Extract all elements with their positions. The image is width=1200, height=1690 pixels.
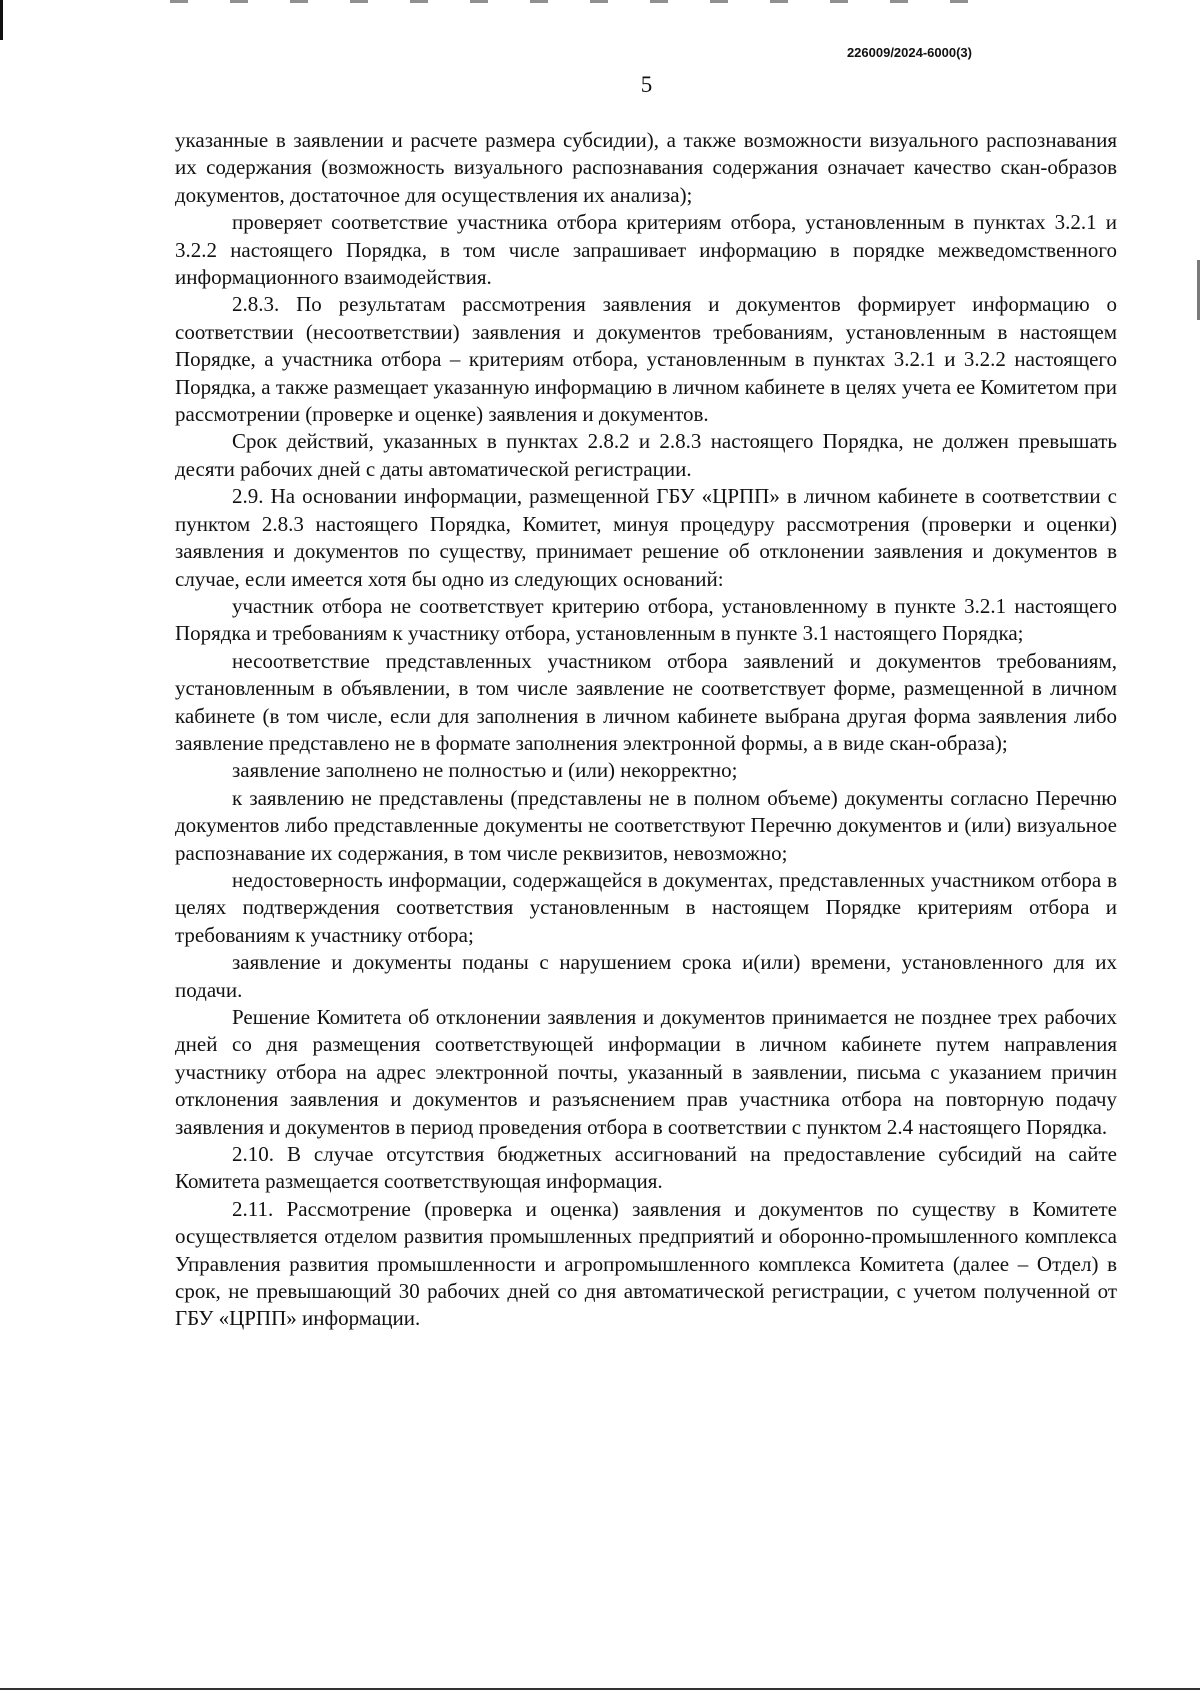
paragraph-list-item: несоответствие представленных участником отбора заявлений и документов требованиям, установленным в объявлении, в том числе заявление не соответствует форме, размещенной в личном кабинете (в том числе, если для заполнения в личном кабинете выбрана другая форма заявления либо заявление представлено не в формате заполнения электронной формы, а в виде скан-образа); bbox=[175, 648, 1117, 755]
scan-edge-left bbox=[0, 0, 3, 40]
paragraph-list-item: недостоверность информации, содержащейся в документах, представленных участником отбора в целях подтверждения соответствия установленным в настоящем Порядке критериям отбора и требованиям к участнику отбора; bbox=[175, 867, 1117, 947]
paragraph-clause-2-11: 2.11. Рассмотрение (проверка и оценка) заявления и документов по существу в Комитете осуществляется отделом развития промышленных предприятий и оборонно-промышленного комплекса Управления развития промышленности и агропромышленного комплекса Комитета (далее – Отдел) в срок, не превышающий 30 рабочих дней со дня автоматической регистрации, с учетом полученной от ГБУ «ЦРПП» информации. bbox=[175, 1196, 1117, 1331]
page-number: 5 bbox=[640, 72, 653, 97]
paragraph-clause-2-8-3: 2.8.3. По результатам рассмотрения заявления и документов формирует информацию о соответствии (несоответствии) заявления и документов требованиям, установленным в настоящем Порядке, а участника отбора – критериям отбора, установленным в пунктах 3.2.1 и 3.2.2 настоящего Порядка, а также размещает указанную информацию в личном кабинете в целях учета ее Комитетом при рассмотрении (проверке и оценке) заявления и документов. bbox=[175, 292, 1117, 427]
paragraph: проверяет соответствие участника отбора критериям отбора, установленным в пунктах 3.2.1 и 3.2.2 настоящего Порядка, в том числе запрашивает информацию в порядке межведомственного информационного взаимодействия. bbox=[175, 210, 1117, 290]
paragraph-list-item: заявление и документы поданы с нарушением срока и(или) времени, установленного для их подачи. bbox=[175, 950, 1117, 1002]
scan-edge-top bbox=[170, 0, 1000, 3]
paragraph-clause-2-10: 2.10. В случае отсутствия бюджетных ассигнований на предоставление субсидий на сайте Комитета размещается соответствующая информация. bbox=[175, 1142, 1117, 1194]
paragraph-list-item: заявление заполнено не полностью и (или) некорректно; bbox=[232, 758, 738, 783]
paragraph: Решение Комитета об отклонении заявления и документов принимается не позднее трех рабочих дней со дня размещения соответствующей информации в личном кабинете путем направления участнику отбора на адрес электронной почты, указанный в заявлении, письма с указанием причин отклонения заявления и документов и разъяснением прав участника отбора на повторную подачу заявления и документов в период проведения отбора в соответствии с пунктом 2.4 настоящего Порядка. bbox=[175, 1005, 1117, 1139]
document-id: 226009/2024-6000(3) bbox=[846, 45, 972, 60]
document-body bbox=[175, 127, 1117, 1333]
paragraph-list-item: участник отбора не соответствует критерию отбора, установленному в пункте 3.2.1 настоящего Порядка и требованиям к участнику отбора, установленным в пункте 3.1 настоящего Порядка; bbox=[175, 593, 1117, 646]
paragraph: Срок действий, указанных в пунктах 2.8.2 и 2.8.3 настоящего Порядка, не должен превышать десяти рабочих дней с даты автоматической регистрации. bbox=[175, 429, 1117, 481]
paragraph-continuation: указанные в заявлении и расчете размера субсидии), а также возможности визуального распознавания их содержания (возможность визуального распознавания содержания означает качество скан-образов документов, достаточное для осуществления их анализа); bbox=[175, 128, 1117, 207]
paragraph-clause-2-9: 2.9. На основании информации, размещенной ГБУ «ЦРПП» в личном кабинете в соответствии с пунктом 2.8.3 настоящего Порядка, Комитет, минуя процедуру рассмотрения (проверки и оценки) заявления и документов по существу, принимает решение об отклонении заявления и документов в случае, если имеется хотя бы одно из следующих оснований: bbox=[175, 484, 1117, 591]
paragraph-list-item: к заявлению не представлены (представлены не в полном объеме) документы согласно Перечню документов либо представленные документы не соответствуют Перечню документов и (или) визуальное распознавание их содержания, в том числе реквизитов, невозможно; bbox=[175, 785, 1117, 865]
